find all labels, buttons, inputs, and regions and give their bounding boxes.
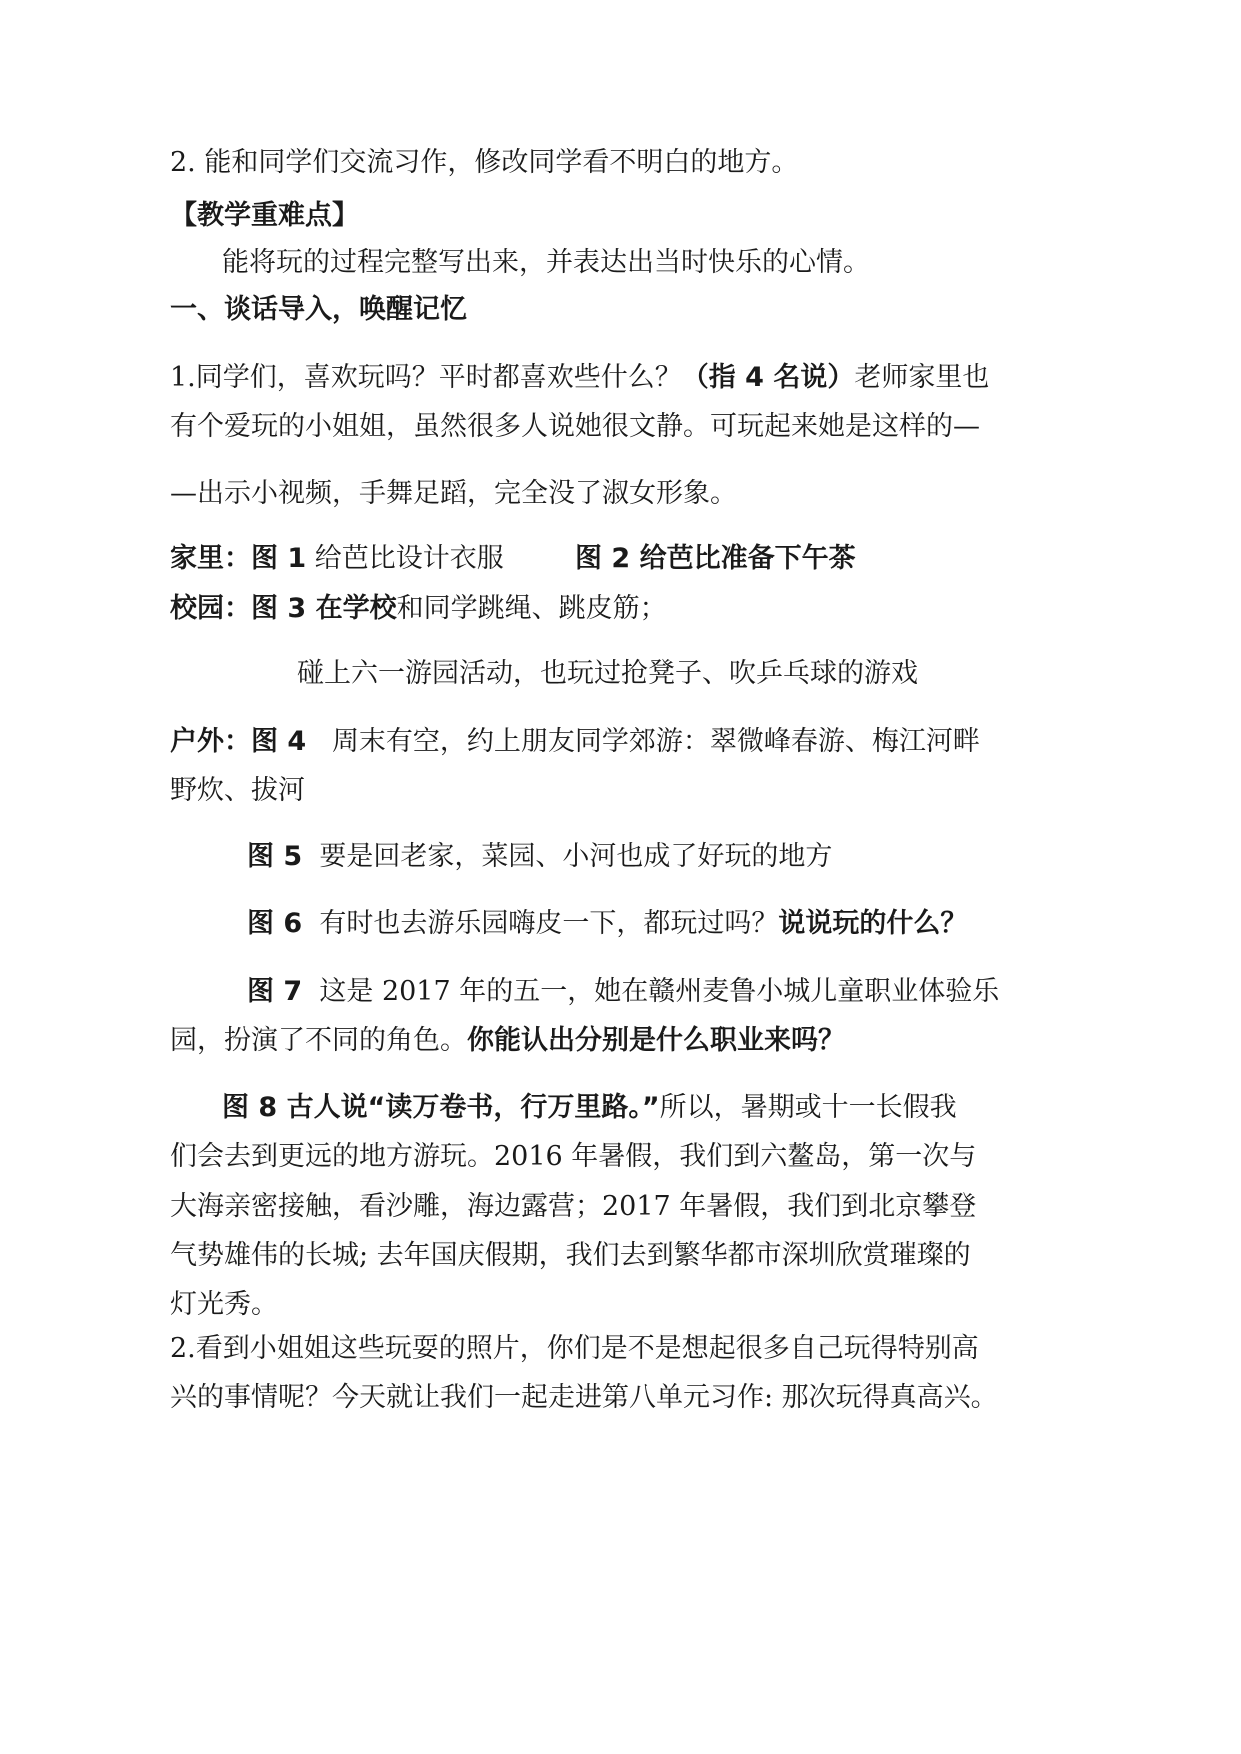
fig5-label: 图 5 [247,841,303,872]
fig6-text: 有时也去游乐园嗨皮一下，都玩过吗？ [319,908,779,939]
paragraph-1-text-c: 老师家里也 [854,362,990,393]
fig3-text: 和同学跳绳、跳皮筋； [396,593,667,624]
fig1-label: 图 1 [251,543,307,574]
school-line-2: 碰上六一游园活动，也玩过抢凳子、吹乒乓球的游戏 [297,658,918,689]
paragraph-1-bold: （指 4 名说） [681,362,855,393]
fig7-line [247,972,999,1012]
fig2-label: 图 2 给芭比准备下午茶 [575,543,856,574]
fig8-quote: 图 8 古人说“读万卷书，行万里路。” [222,1092,660,1123]
fig7-label: 图 7 [247,976,303,1007]
fig7-line-2 [170,1021,845,1061]
school-line [170,589,667,629]
paragraph-1-text-a: 1.同学们，喜欢玩吗？平时都喜欢些什么？ [170,362,682,393]
paragraph-1-line-2: 有个爱玩的小姐姐，虽然很多人说她很文静。可玩起来她是这样的— [170,411,980,442]
section1-heading: 一、谈话导入，唤醒记忆 [170,294,467,325]
paragraph-2-line-1: 2.看到小姐姐这些玩耍的照片，你们是不是想起很多自己玩得特别高 [170,1333,979,1364]
fig5-text: 要是回老家，菜园、小河也成了好玩的地方 [319,841,833,872]
fig4-line-2: 野炊、拔河 [170,775,305,806]
fig7-text-2: 园，扮演了不同的角色。 [170,1025,467,1056]
home-label: 家里： [170,543,251,574]
fig3-label: 图 3 在学校 [251,593,397,624]
fig6-label: 图 6 [247,908,303,939]
fig6-line [247,904,967,944]
fig5-line [247,837,832,877]
fig7-question: 你能认出分别是什么职业来吗？ [467,1025,845,1056]
school-label: 校园： [170,593,251,624]
fig8-text-1: 所以，暑期或十一长假我 [659,1092,957,1123]
fig7-text: 这是 2017 年的五一，她在赣州麦鲁小城儿童职业体验乐 [319,976,1000,1007]
fig8-line-5: 灯光秀。 [170,1289,278,1320]
fig4-text: 周末有空，约上朋友同学郊游：翠微峰春游、梅江河畔 [331,726,980,757]
paragraph-1-line-3: —出示小视频，手舞足蹈，完全没了淑女形象。 [170,478,737,509]
fig1-text: 给芭比设计衣服 [314,543,504,574]
fig8-line-2: 们会去到更远的地方游玩。2016 年暑假，我们到六鳌岛，第一次与 [170,1141,977,1172]
fig6-question: 说说玩的什么？ [778,908,968,939]
outdoor-line [170,722,980,762]
fig8-line-4: 气势雄伟的长城; 去年国庆假期，我们去到繁华都市深圳欣赏璀璨的 [170,1240,971,1271]
paragraph-2-line-2: 兴的事情呢？今天就让我们一起走进第八单元习作: 那次玩得真高兴。 [170,1382,998,1413]
fig8-line-3: 大海亲密接触，看沙雕，海边露营；2017 年暑假，我们到北京攀登 [170,1191,977,1222]
outdoor-label: 户外： [170,726,251,757]
fig4-label: 图 4 [251,726,307,757]
objective-2: 2. 能和同学们交流习作，修改同学看不明白的地方。 [170,147,799,178]
paragraph-1-line-1 [170,358,989,398]
key-points-heading: 【教学重难点】 [170,200,359,231]
key-points-text: 能将玩的过程完整写出来，并表达出当时快乐的心情。 [222,247,870,278]
fig8-line-1 [222,1088,957,1128]
home-line [170,539,504,579]
